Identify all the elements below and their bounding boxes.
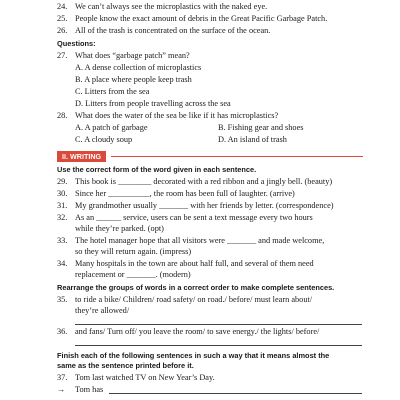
question-37-answer: → Tom has — [57, 385, 104, 394]
q27-option-a[interactable]: A. A dense collection of microplastics — [75, 63, 202, 72]
q28-option-c[interactable]: C. A cloudy soup — [75, 135, 133, 144]
instruction-word-form: Use the correct form of the word given in each sentence. — [57, 165, 257, 174]
question-32-line-2: while they’re parked. (opt) — [75, 224, 164, 233]
question-28: 28. What does the water of the sea be like if it has microplastics? — [57, 111, 279, 120]
arrow-icon: → — [57, 385, 66, 394]
question-32: 32. As an ______ service, users can be sent a text message every two hours — [57, 213, 313, 222]
answer-line-37[interactable] — [109, 393, 362, 394]
instruction-rearrange: Rearrange the groups of words in a correct order to make complete sentences. — [57, 283, 335, 292]
writing-section-header — [57, 151, 363, 162]
question-34-line-2: replacement or _______. (modern) — [75, 270, 191, 279]
statement-24: 24. We can’t always see the microplastics with the naked eye. — [57, 2, 268, 11]
question-30: 30. Since her __________, the room has been full of laughter. (arrive) — [57, 189, 295, 198]
q27-option-d[interactable]: D. Litters from people travelling across the sea — [75, 99, 231, 108]
section-label: II. WRITING — [57, 151, 106, 162]
answer-line-35[interactable] — [75, 324, 362, 325]
questions-heading: Questions: — [57, 39, 96, 48]
question-36: 36. and fans/ Turn off/ you leave the room/ to save energy./ the lights/ before/ — [57, 327, 320, 336]
q27-option-c[interactable]: C. Litters from the sea — [75, 87, 150, 96]
instruction-finish-line-2: same as the sentence printed before it. — [57, 361, 194, 370]
statement-26: 26. All of the trash is concentrated on the surface of the ocean. — [57, 26, 271, 35]
question-34: 34. Many hospitals in the town are about half full, and several of them need — [57, 259, 314, 268]
question-35-line-2: they’re allowed/ — [75, 306, 130, 315]
answer-line-36[interactable] — [75, 345, 362, 346]
question-33: 33. The hotel manager hope that all visitors were _______ and made welcome, — [57, 236, 325, 245]
question-29: 29. This book is ________ decorated with a red ribbon and a jingly bell. (beauty) — [57, 177, 333, 186]
instruction-finish-line-1: Finish each of the following sentences in such a way that it means almost the — [57, 351, 330, 360]
q27-option-b[interactable]: B. A place where people keep trash — [75, 75, 192, 84]
q28-option-b[interactable]: B. Fishing gear and shoes — [218, 123, 304, 132]
q28-option-a[interactable]: A. A patch of garbage — [75, 123, 148, 132]
question-27: 27. What does “garbage patch” mean? — [57, 51, 190, 60]
question-35: 35. to ride a bike/ Children/ road safety/ on road./ before/ must learn about/ — [57, 295, 313, 304]
q28-option-d[interactable]: D. An island of trash — [218, 135, 287, 144]
question-37: 37. Tom last watched TV on New Year’s Day. — [57, 373, 215, 382]
question-33-line-2: so they will return again. (impress) — [75, 247, 192, 256]
statement-25: 25. People know the exact amount of debris in the Great Pacific Garbage Patch. — [57, 14, 328, 23]
question-31: 31. My grandmother usually _______ with her friends by letter. (correspondence) — [57, 201, 334, 210]
section-divider — [111, 156, 363, 157]
